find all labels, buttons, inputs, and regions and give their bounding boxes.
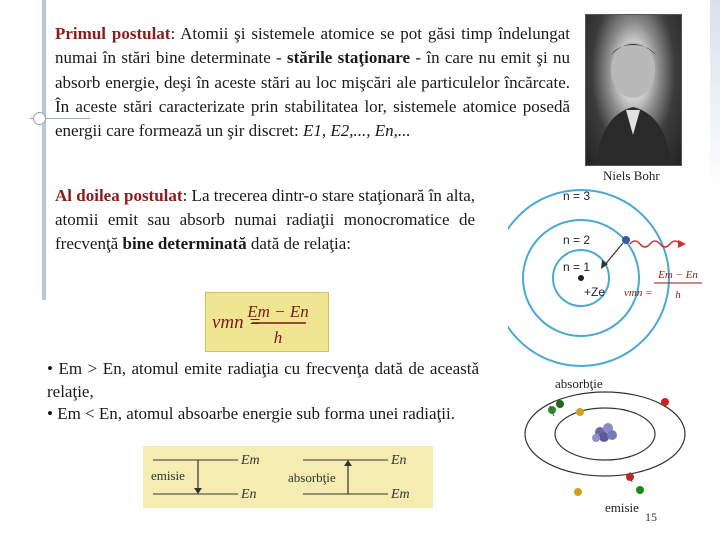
photo-caption: Niels Bohr: [603, 168, 660, 183]
second-postulate-paragraph: Al doilea postulat: La trecerea dintr-o stare staţionară în alta, atomii emit sau absorb numai radiaţii monocromatice de frecvenţă bine determinată dată de relaţia:: [55, 186, 475, 253]
energy-level-diagram: [143, 446, 433, 508]
first-postulate-term: Primul postulat: [55, 24, 171, 43]
emission-condition: • Em > En, atomul emite radiaţia cu frecvenţa dată de aceastǎ relaţie,: [47, 359, 479, 401]
niels-bohr-photo: [585, 14, 682, 166]
decorative-bar: [42, 0, 46, 300]
nucleus-label: +Ze: [584, 285, 606, 299]
absorption-condition: • Em < En, atomul absoarbe energie sub forma unei radiaţii.: [47, 404, 455, 423]
level-1-label: n = 1: [563, 260, 591, 274]
level-2-label: n = 2: [563, 233, 591, 247]
bohr-formula-numerator: Em − En: [658, 269, 698, 281]
atom-emission-label: emisie: [605, 500, 639, 515]
first-postulate-paragraph: Primul postulat: Atomii şi sistemele atomice se pot găsi timp îndelungat numai în stări bine determinate - stările staţionare - în care nu emit şi nu absorb energie, deşi în aceste stări au loc mişcări ale particulelor încărcate. În aceste stări caracterizate prin stabilitatea lor, sistemele atomice posedă energii care formează un şir discret: E1, E2,..., En,...: [55, 24, 570, 141]
energy-series: E1, E2,..., En,...: [302, 121, 411, 141]
second-postulate-term: Al doilea postulat: [55, 186, 183, 205]
formula-lhs: νmn =: [212, 312, 262, 333]
frequency-formula: [205, 292, 329, 352]
decorative-circle: [33, 112, 46, 125]
formula-numerator: Em − En: [247, 302, 309, 321]
atom-absorption-label: absorbţie: [555, 376, 603, 391]
electron: [622, 236, 630, 244]
emission-upper-level: Em: [241, 453, 260, 468]
emission-label: emisie: [151, 468, 185, 483]
level-3-label: n = 3: [563, 189, 591, 203]
absorption-upper-level: En: [391, 453, 407, 468]
bohr-model-diagram: [508, 180, 708, 370]
decorative-edge: [710, 0, 720, 190]
bohr-formula-denominator: h: [675, 289, 681, 301]
emission-lower-level: En: [241, 487, 257, 502]
absorption-label: absorbţie: [288, 470, 336, 485]
conditions-paragraph: [47, 358, 479, 426]
page-number: 15: [645, 510, 657, 524]
formula-denominator: h: [273, 328, 283, 347]
absorption-lower-level: Em: [391, 487, 410, 502]
bohr-formula-lhs: νmn =: [624, 287, 653, 299]
